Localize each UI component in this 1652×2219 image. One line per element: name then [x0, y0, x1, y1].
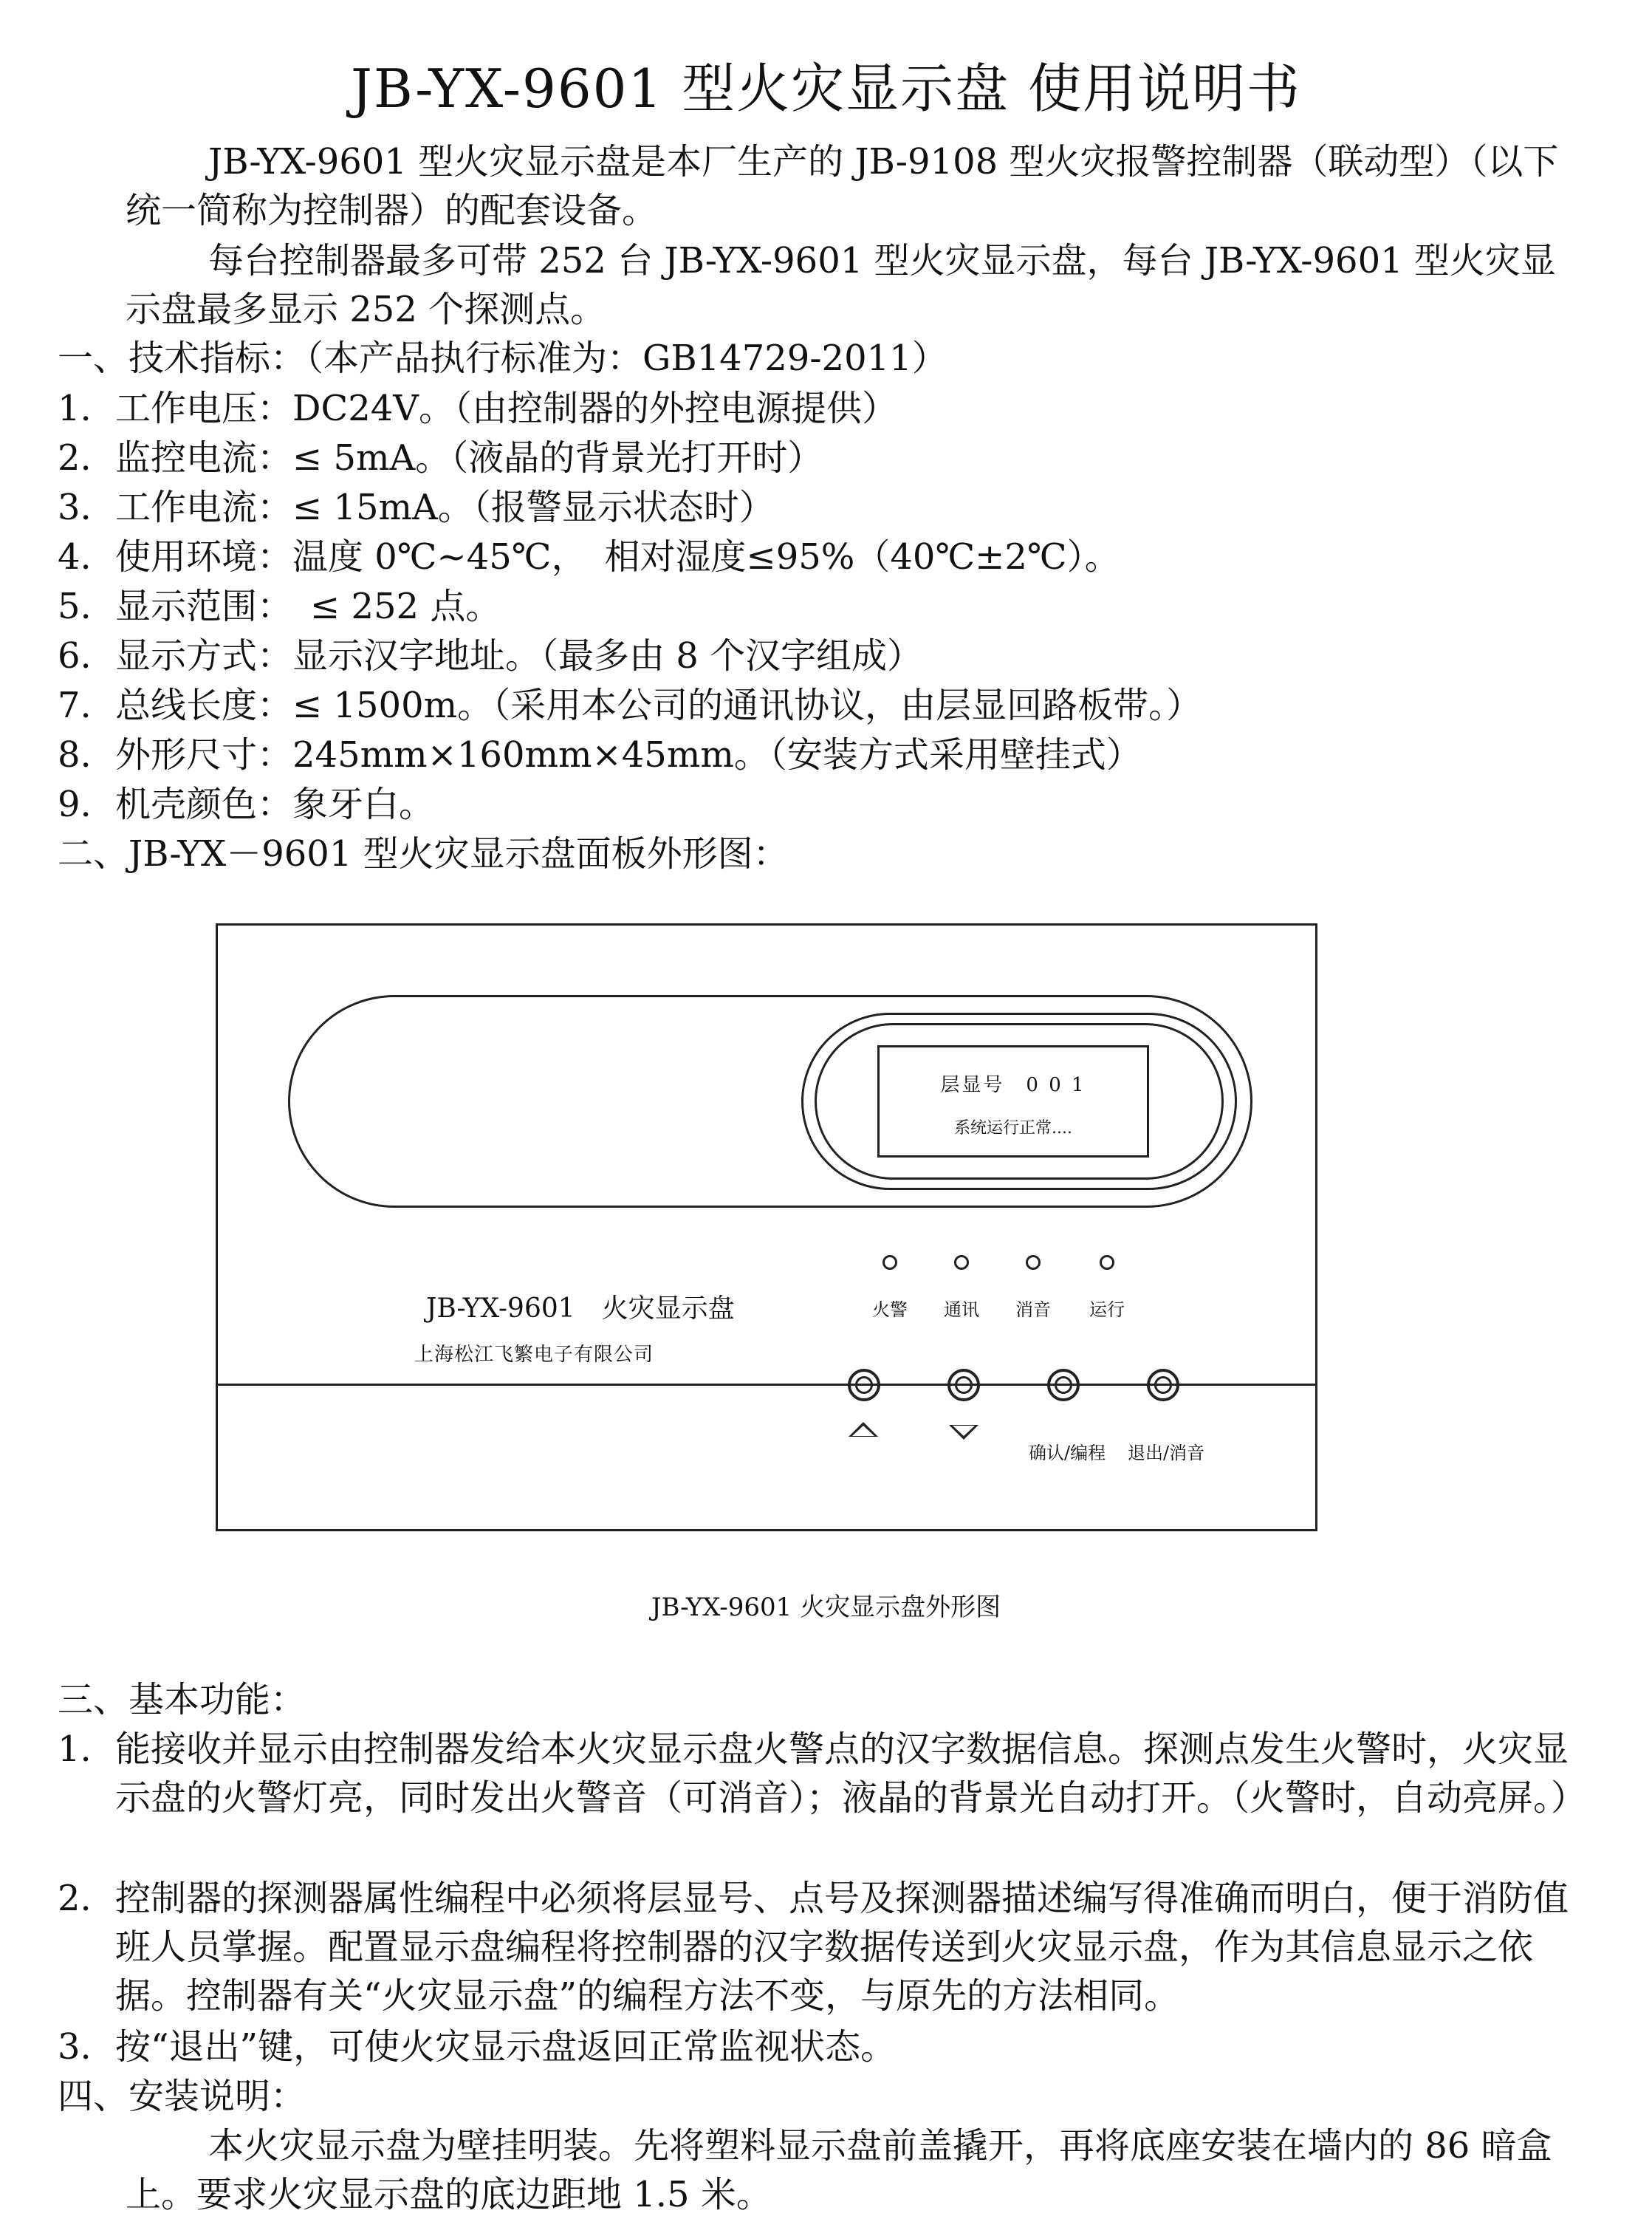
spec-item-number: 2.: [58, 437, 92, 479]
spec-item-text: 显示范围： ≤ 252 点。: [115, 586, 501, 627]
function-item-number: 3.: [58, 2026, 92, 2068]
function-item-text: 按“退出”键，可使火灾显示盘返回正常监视状态。: [115, 2026, 897, 2068]
function-item-text: 控制器的探测器属性编程中必须将层显号、点号及探测器描述编写得准确而明白，便于消防值班人员掌握。配置显示盘编程将控制器的汉字数据传送到火灾显示盘，作为其信息显示之依据。控制器有关“火灾显示盘”的编程方法不变，与原先的方法相同。: [115, 1878, 1569, 2017]
run-led: [1100, 1255, 1114, 1270]
exit-silence-key[interactable]: [1147, 1369, 1179, 1401]
panel-company-label: 上海松江飞繁电子有限公司: [414, 1344, 654, 1366]
spec-item-text: 监控电流：≤ 5mA。（液晶的背景光打开时）: [115, 437, 823, 479]
spec-item-text: 机壳颜色：象牙白。: [115, 784, 435, 825]
spec-item-text: 总线长度：≤ 1500m。（采用本公司的通讯协议，由层显回路板带。）: [115, 685, 1202, 726]
diagram-caption: JB-YX-9601 火灾显示盘外形图: [651, 1593, 1001, 1622]
communication-led: [954, 1255, 969, 1270]
spec-item-9: [58, 780, 434, 829]
spec-item-text: 使用环境：温度 0℃~45℃， 相对湿度≤95%（40℃±2℃）。: [115, 536, 1120, 578]
lcd-status-text: 系统运行正常....: [954, 1119, 1072, 1138]
spec-item-number: 7.: [58, 685, 92, 726]
intro-paragraph-1: JB-YX-9601 型火灾显示盘是本厂生产的 JB-9108 型火灾报警控制器（联动型）（以下统一简称为控制器）的配套设备。: [126, 141, 1559, 231]
document-title: JB-YX-9601 型火灾显示盘 使用说明书: [350, 58, 1302, 120]
function-item-2: [58, 1874, 1588, 2020]
spec-item-2: [58, 434, 823, 482]
function-item-3: [58, 2023, 1588, 2071]
spec-item-7: [58, 681, 1202, 730]
function-item-1: [58, 1725, 1588, 1822]
function-item-number: 2.: [58, 1878, 92, 1919]
intro-paragraph-2: 每台控制器最多可带 252 台 JB-YX-9601 型火灾显示盘，每台 JB-YX-9601 型火灾显示盘最多显示 252 个探测点。: [126, 240, 1556, 330]
spec-item-text: 外形尺寸：245mm×160mm×45mm。（安装方式采用壁挂式）: [115, 734, 1142, 776]
silence-label: 消音: [1015, 1299, 1051, 1320]
spec-item-number: 1.: [58, 388, 92, 429]
function-item-text: 能接收并显示由控制器发给本火灾显示盘火警点的汉字数据信息。探测点发生火警时，火灾显示盘的火警灯亮，同时发出火警音（可消音）；液晶的背景光自动打开。（火警时，自动亮屏。）: [115, 1729, 1587, 1819]
silence-led: [1026, 1255, 1041, 1270]
spec-item-6: [58, 632, 922, 680]
lcd-screen: [877, 1045, 1149, 1158]
section2-heading: 二、JB-YX－9601 型火灾显示盘面板外形图：: [58, 833, 789, 875]
spec-item-number: 9.: [58, 784, 92, 825]
lcd-floor-number: 层显号 0 0 1: [940, 1074, 1086, 1096]
spec-item-1: [58, 384, 897, 433]
fire-alarm-led: [882, 1255, 897, 1270]
spec-item-text: 显示方式：显示汉字地址。（最多由 8 个汉字组成）: [115, 635, 923, 677]
down-arrow-icon: [949, 1425, 978, 1440]
up-arrow-icon: [849, 1422, 878, 1437]
confirm-program-label: 确认/编程: [1029, 1443, 1106, 1463]
exit-silence-label: 退出/消音: [1128, 1443, 1205, 1463]
spec-item-number: 3.: [58, 487, 92, 528]
spec-item-3: [58, 483, 775, 532]
spec-item-8: [58, 731, 1142, 779]
spec-item-text: 工作电压：DC24V。（由控制器的外控电源提供）: [115, 388, 897, 429]
fire-alarm-label: 火警: [872, 1299, 908, 1320]
run-label: 运行: [1089, 1299, 1125, 1320]
install-paragraph: 本火灾显示盘为壁挂明装。先将塑料显示盘前盖撬开，再将底座安装在墙内的 86 暗盒上。要求火灾显示盘的底边距地 1.5 米。: [126, 2125, 1552, 2215]
up-key[interactable]: [848, 1369, 880, 1401]
confirm-program-key[interactable]: [1047, 1369, 1080, 1401]
display-panel-diagram: [216, 923, 1317, 1531]
section1-heading: 一、技术指标：（本产品执行标准为：GB14729-2011）: [58, 338, 947, 379]
down-key[interactable]: [947, 1369, 980, 1401]
spec-item-number: 6.: [58, 635, 92, 677]
function-item-number: 1.: [58, 1729, 92, 1770]
spec-item-5: [58, 582, 501, 631]
spec-item-number: 8.: [58, 734, 92, 776]
spec-item-number: 4.: [58, 536, 92, 578]
spec-item-4: [58, 533, 1120, 581]
spec-item-text: 工作电流：≤ 15mA。（报警显示状态时）: [115, 487, 775, 528]
panel-model-label: JB-YX-9601 火灾显示盘: [426, 1293, 735, 1324]
section4-heading: 四、安装说明：: [58, 2076, 306, 2117]
communication-label: 通讯: [944, 1299, 979, 1320]
spec-item-number: 5.: [58, 586, 92, 627]
section3-heading: 三、基本功能：: [58, 1679, 306, 1720]
